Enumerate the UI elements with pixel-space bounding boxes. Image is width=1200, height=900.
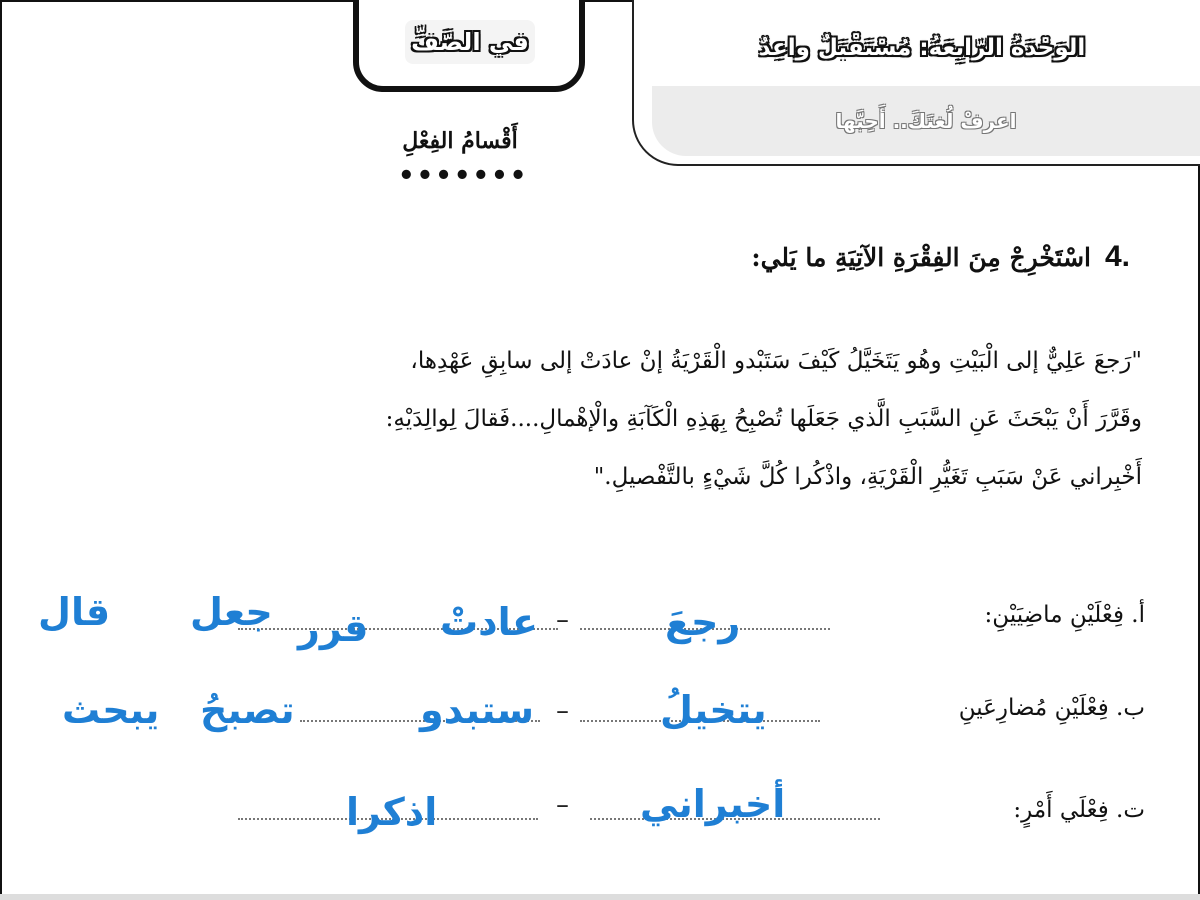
answer-c-label: ت. فِعْلَي أَمْرٍ:	[1013, 797, 1145, 823]
answer-a-word-1: رجعَ	[665, 600, 741, 644]
page-bottom-strip	[0, 894, 1200, 900]
question-text: اسْتَخْرِجْ مِنَ الفِقْرَةِ الآتِيَةِ ما يَلي:	[751, 242, 1091, 272]
passage-line: وقَرَّرَ أَنْ يَبْحَثَ عَنِ السَّبَبِ الَّذي جَعَلَها تُصْبِحُ بِهَذِهِ الْكَآبَةِ والْإهْمالِ....فَقالَ لِوالِدَيْهِ:	[385, 406, 1142, 432]
unit-title: الوَحْدَةُ الرّابِعَةُ: مُسْتَقْبَلٌ واعِدٌ	[758, 35, 1086, 61]
title-dots-decoration: •••••••	[398, 161, 529, 191]
answer-b-word-4: يبحث	[62, 688, 160, 732]
classroom-badge	[405, 20, 535, 64]
classroom-badge-label: في الصَّفِّ	[411, 28, 529, 56]
answer-c-word-1: أخبراني	[640, 782, 786, 826]
answer-a-word-2: عادتْ	[440, 600, 538, 644]
answer-a-label: أ. فِعْلَيْنِ ماضِيَيْنِ:	[984, 602, 1145, 628]
question-number: 4.	[1104, 240, 1130, 273]
passage-line: "رَجعَ عَلِيٌّ إلى الْبَيْتِ وهُو يَتَخَيَّلُ كَيْفَ سَتَبْدو الْقَرْيَةُ إنْ عادَتْ إلى سابِقِ عَهْدِها،	[410, 348, 1142, 374]
answer-b-word-3: تصبحُ	[200, 688, 295, 732]
passage-paragraph	[82, 332, 1142, 506]
lesson-title: أَقْسامُ الفِعْلِ	[402, 128, 518, 154]
answer-b-dash: –	[556, 696, 569, 726]
passage-line: أَخْبِراني عَنْ سَبَبِ تَغَيُّرِ الْقَرْيَةِ، واذْكُرا كُلَّ شَيْءٍ بالتَّفْصيلِ."	[593, 464, 1142, 490]
answer-c-word-2: اذكرا	[346, 790, 438, 834]
unit-subtitle-band	[652, 86, 1200, 156]
question-heading	[751, 240, 1130, 274]
answer-a-word-3: قرر	[298, 606, 369, 650]
unit-title-bar	[642, 18, 1200, 78]
unit-subtitle: اعرفْ لُغتَكَ.. أَحِبَّها	[835, 109, 1017, 133]
answer-c-dash: –	[556, 790, 569, 820]
answer-a-word-4: جعل	[190, 590, 273, 634]
answer-b-word-2: ستبدو	[420, 688, 534, 732]
answer-a-dash: –	[556, 605, 569, 635]
answer-b-word-1: يتخيلُ	[660, 688, 767, 732]
answer-a-word-5: قال	[38, 590, 111, 634]
answer-b-label: ب. فِعْلَيْنِ مُضارِعَينِ	[958, 695, 1145, 721]
